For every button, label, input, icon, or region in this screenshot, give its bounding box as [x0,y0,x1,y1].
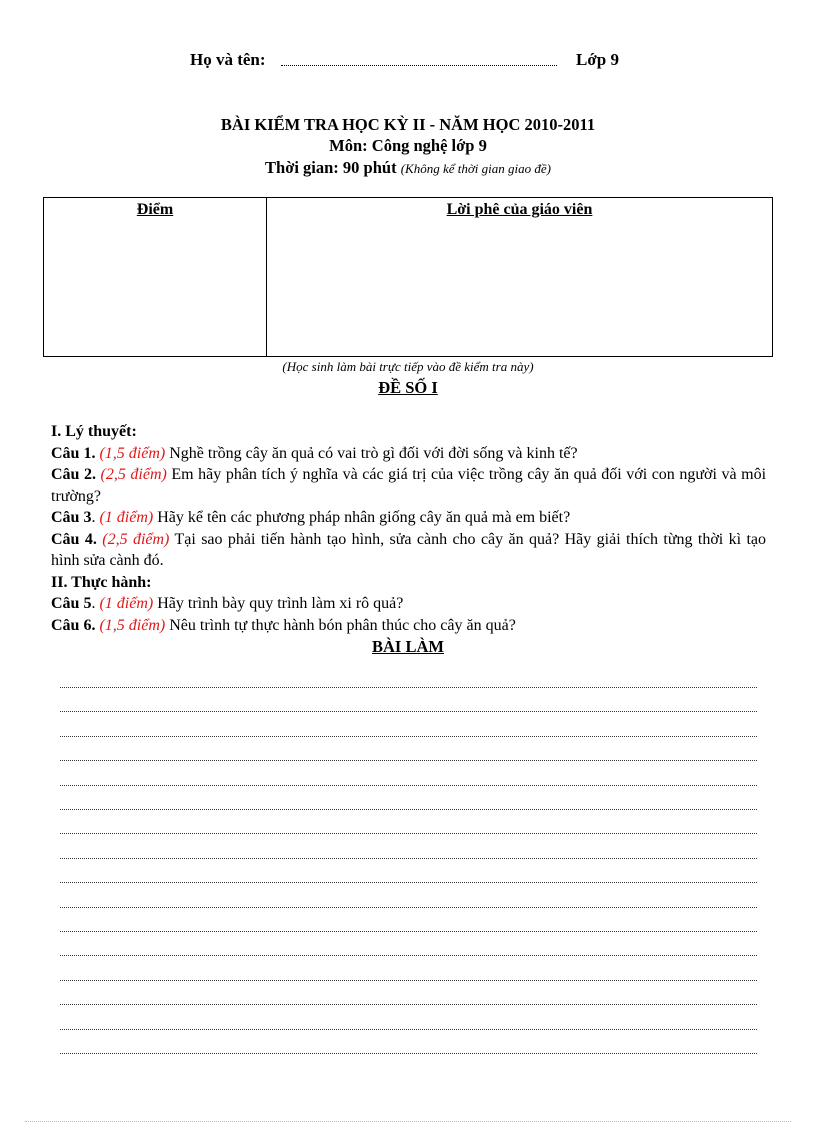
score-header: Điểm [136,201,174,218]
question-label: Câu 2. [51,466,96,483]
question-label: Câu 4. [51,530,97,548]
table-divider [266,198,267,356]
exam-title: BÀI KIỂM TRA HỌC KỲ II - NĂM HỌC 2010-2011 [220,115,596,134]
question-points: (1 điểm) [99,595,154,612]
answer-line[interactable] [60,760,757,761]
answer-line[interactable] [60,1029,757,1030]
question-text: Hãy trình bày quy trình làm xi rô quả? [157,595,404,612]
exam-code: ĐỀ SỐ I [378,378,438,397]
answer-line[interactable] [60,711,757,712]
question-text: Nêu trình tự thực hành bón phân thúc cho cây ăn quả? [169,616,516,634]
question-4 [51,529,766,572]
score-table [43,197,773,357]
question-points: (2,5 điểm) [100,466,167,483]
answer-line[interactable] [60,955,757,956]
teacher-comment-header: Lời phê của giáo viên [446,201,593,218]
question-text: Em hãy phân tích ý nghĩa và các giá trị của việc trồng cây ăn quả đối với con người và môi trường? [51,466,767,505]
instruction-note: (Học sinh làm bài trực tiếp vào đề kiểm tra này) [282,359,534,374]
answer-title: BÀI LÀM [372,637,444,656]
page-bottom-rule [25,1121,791,1122]
question-label: Câu 6. [51,616,96,634]
answer-line[interactable] [60,833,757,834]
question-points: (1,5 điểm) [99,444,166,462]
time-note: (Không kể thời gian giao đề) [400,161,551,176]
section-practice: II. Thực hành: [51,573,152,591]
time-title [0,158,816,178]
name-label: Họ và tên: [190,50,266,69]
answer-line[interactable] [60,736,757,737]
answer-line[interactable] [60,687,757,688]
answer-line[interactable] [60,931,757,932]
question-5: Câu 5. (1 điểm) Hãy trình bày quy trình làm xi rô quả? [51,595,404,612]
answer-line[interactable] [60,1004,757,1005]
answer-line[interactable] [60,809,757,810]
answer-line[interactable] [60,882,757,883]
question-points: (1,5 điểm) [99,616,166,634]
question-text: Nghề trồng cây ăn quả có vai trò gì đối với đời sống và kinh tế? [169,444,578,462]
subject-title: Môn: Công nghệ lớp 9 [329,136,487,155]
time-text: Thời gian: 90 phút [265,158,397,177]
question-label: Câu 5 [51,595,92,612]
question-6 [51,615,766,637]
question-2 [51,464,766,507]
answer-line[interactable] [60,858,757,859]
question-1 [51,443,766,465]
answer-line[interactable] [60,785,757,786]
question-label: Câu 1. [51,444,96,462]
section-theory: I. Lý thuyết: [51,423,137,440]
question-points: (1 điểm) [99,509,154,526]
questions-block [51,421,766,636]
question-text: Tại sao phải tiến hành tạo hình, sửa cành cho cây ăn quả? Hãy giải thích từng thời kì tạo hình sửa cành đó. [51,530,767,569]
name-fill-line[interactable] [281,65,557,66]
question-label: Câu 3 [51,509,92,526]
question-3: Câu 3. (1 điểm) Hãy kể tên các phương pháp nhân giống cây ăn quả mà em biết? [51,509,571,526]
student-info-row [190,50,630,72]
class-label: Lớp 9 [576,50,619,69]
question-text: Hãy kể tên các phương pháp nhân giống cây ăn quả mà em biết? [157,509,571,526]
answer-line[interactable] [60,980,757,981]
answer-line[interactable] [60,907,757,908]
question-points: (2,5 điểm) [102,530,170,548]
answer-line[interactable] [60,1053,757,1054]
